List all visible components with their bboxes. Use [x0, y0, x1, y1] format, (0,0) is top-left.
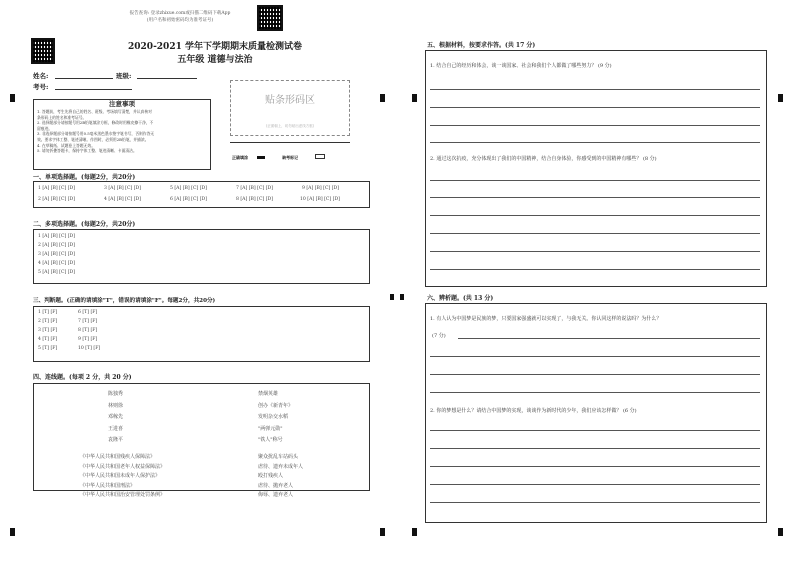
true-false-row — [38, 335, 100, 344]
match-item[interactable]: 邓稼先 — [108, 414, 124, 420]
match-item[interactable]: 陈独秀 — [108, 391, 124, 397]
notice-box — [33, 99, 211, 170]
exam-number-label: 考号: — [33, 83, 49, 91]
answer-line[interactable] — [430, 180, 760, 181]
report-query-hint: (用户名和初始密码均为准考证号) — [146, 18, 214, 23]
section2-answer-box — [33, 229, 370, 284]
true-false-row — [38, 308, 100, 317]
true-false-item[interactable]: 1 [T] [F] — [38, 310, 58, 315]
registration-mark — [380, 94, 385, 102]
section6-question2: 2. 你的梦想是什么？请结合中国梦的实现，谈谈作为新时代的少年，我们应该怎样做？ (6 分) — [430, 408, 637, 414]
true-false-item[interactable]: 2 [T] [F] — [38, 319, 58, 324]
missing-mark-box[interactable] — [315, 154, 325, 159]
choice-item[interactable]: 6 [A] [B] [C] [D] — [170, 197, 207, 202]
registration-mark — [778, 528, 783, 536]
answer-line[interactable] — [430, 392, 760, 393]
registration-mark — [10, 528, 15, 536]
report-query-note — [100, 10, 260, 24]
exam-title: 2020-2021 学年下学期期末质量检测试卷 — [128, 42, 302, 52]
section6-title: 六、辨析题。(共 13 分) — [427, 295, 494, 302]
answer-line[interactable] — [430, 89, 760, 90]
match-item[interactable]: 殴打残疾人 — [258, 473, 284, 479]
match-item[interactable]: "铁人"称号 — [258, 437, 283, 443]
choice-item[interactable]: 3 [A] [B] [C] [D] — [38, 252, 75, 257]
answer-line[interactable] — [430, 197, 760, 198]
registration-mark — [412, 94, 417, 102]
registration-mark — [778, 94, 783, 102]
exam-subtitle: 五年级 道德与法治 — [177, 55, 253, 65]
match-group1-right — [258, 389, 293, 447]
answer-line[interactable] — [430, 448, 760, 449]
match-item[interactable]: 《中华人民共和国治安管理处罚条例》 — [80, 492, 166, 498]
true-false-item[interactable]: 6 [T] [F] — [78, 310, 98, 315]
section2-list — [38, 232, 75, 277]
choice-item[interactable]: 5 [A] [B] [C] [D] — [38, 270, 75, 275]
answer-line[interactable] — [430, 466, 760, 467]
section6-question1: 1. 有人认为中国梦是民族的梦，只要国家强盛就可以实现了，与我无关。你认同这样的说法吗？为什么？ — [430, 316, 662, 322]
answer-line[interactable] — [430, 107, 760, 108]
choice-item[interactable]: 4 [A] [B] [C] [D] — [38, 261, 75, 266]
notice-line: 3. 非选择题部分请按题号用0.5毫米黑色墨水签字笔书写，否则作答无 — [37, 131, 155, 137]
match-item[interactable]: 《中华人民共和国残疾人保障法》 — [80, 454, 156, 460]
answer-line[interactable] — [430, 502, 760, 503]
section5-title: 五、根据材料，按要求作答。(共 17 分) — [427, 42, 536, 49]
section3-title: 三、判断题。(正确的请填涂"T"，错误的请填涂"F"。每题2分，共20分) — [33, 298, 216, 304]
match-group1-left — [108, 389, 123, 447]
registration-mark — [380, 528, 385, 536]
barcode-label: 贴条形码区 — [265, 95, 315, 106]
qr-code-icon — [31, 38, 55, 64]
correct-fill-label: 正确填涂 — [232, 155, 248, 160]
match-item[interactable]: 《中华人民共和国老年人权益保障法》 — [80, 463, 166, 470]
match-group2-left — [80, 453, 165, 501]
notice-line: 1. 答题前，考生先将自己的姓名、班级、考场填写清楚，并认真核对 — [37, 109, 152, 114]
match-group2-right — [258, 453, 303, 501]
section1-title: 一、单项选择题。(每题2分，共20分) — [33, 174, 136, 181]
true-false-item[interactable]: 10 [T] [F] — [78, 346, 101, 351]
match-item[interactable]: 侮辱、遗弃老人 — [258, 492, 294, 498]
report-query-line: 报告查询: 登录zhixue.com或扫描二维码下载App — [129, 11, 231, 16]
registration-mark — [390, 294, 394, 300]
match-item[interactable]: 《中华人民共和国刑法》 — [80, 482, 136, 489]
fill-sample-row — [230, 142, 350, 163]
true-false-item[interactable]: 7 [T] [F] — [78, 319, 98, 324]
match-item[interactable]: 虐待、抛弃老人 — [258, 482, 294, 489]
choice-item[interactable]: 9 [A] [B] [C] [D] — [302, 186, 339, 191]
section5-question1: 1. 结合自己的经历和体会，谈一谈国家、社会和我们个人都做了哪些努力？ (9 分) — [430, 63, 612, 69]
answer-line[interactable] — [430, 430, 760, 431]
barcode-area — [230, 80, 350, 136]
notice-line: 4. 在草稿纸、试题卷上答题无效。 — [37, 142, 95, 148]
notice-line: 5. 请勿折叠答题卡，保持字体工整、笔迹清晰、卡面清洁。 — [37, 148, 137, 154]
correct-fill-sample-icon — [257, 156, 265, 159]
class-field[interactable] — [137, 70, 197, 79]
name-label: 姓名: — [33, 72, 49, 80]
match-item[interactable]: 聚众扰乱车站码头 — [258, 454, 299, 460]
choice-item[interactable]: 4 [A] [B] [C] [D] — [104, 197, 141, 202]
true-false-item[interactable]: 3 [T] [F] — [38, 328, 58, 333]
true-false-row — [38, 317, 100, 326]
choice-item[interactable]: 1 [A] [B] [C] [D] — [38, 186, 75, 191]
answer-line[interactable] — [430, 215, 760, 216]
registration-mark — [400, 294, 404, 300]
answer-line[interactable] — [430, 233, 760, 234]
answer-line[interactable] — [430, 356, 760, 357]
registration-mark — [10, 94, 15, 102]
barcode-hint: (正面朝上，切勿贴出虚线方框) — [265, 124, 315, 128]
answer-line[interactable] — [430, 269, 760, 270]
true-false-row — [38, 326, 100, 335]
qr-code-icon — [257, 5, 283, 31]
missing-mark-label: 缺考标记 — [282, 155, 299, 160]
answer-line[interactable] — [430, 251, 760, 252]
match-item[interactable]: "两弹元勋" — [258, 425, 283, 432]
match-item[interactable]: 《中华人民共和国未成年人保护法》 — [80, 473, 161, 479]
match-item[interactable]: 林则徐 — [108, 402, 124, 409]
notice-line: 效。要求字体工整、笔迹清晰。作图时，必须用2B铅笔，并描浓。 — [37, 136, 149, 142]
answer-line[interactable] — [430, 125, 760, 126]
answer-line[interactable] — [430, 374, 760, 375]
match-item[interactable]: 创办《新青年》 — [258, 402, 294, 409]
true-false-item[interactable]: 8 [T] [F] — [78, 328, 98, 333]
true-false-item[interactable]: 5 [T] [F] — [38, 346, 58, 351]
choice-item[interactable]: 5 [A] [B] [C] [D] — [170, 186, 207, 191]
choice-item[interactable]: 2 [A] [B] [C] [D] — [38, 197, 75, 202]
section3-list — [38, 308, 100, 353]
match-item[interactable]: 发明杂交水稻 — [258, 414, 289, 420]
section4-title: 四、连线题。(每项 2 分，共 20 分) — [33, 374, 132, 381]
match-item[interactable]: 虐待、遗弃未成年人 — [258, 463, 304, 470]
choice-item[interactable]: 10 [A] [B] [C] [D] — [300, 197, 340, 202]
true-false-row — [38, 344, 100, 353]
section6-question1-score: (7 分) — [432, 333, 446, 339]
answer-line[interactable] — [430, 142, 760, 143]
notice-title: 注意事项 — [109, 100, 135, 108]
choice-item[interactable]: 3 [A] [B] [C] [D] — [104, 186, 141, 191]
registration-mark — [412, 528, 417, 536]
true-false-item[interactable]: 9 [T] [F] — [78, 337, 98, 342]
exam-number-field[interactable] — [55, 81, 132, 90]
true-false-item[interactable]: 4 [T] [F] — [38, 337, 58, 342]
match-item[interactable]: 禁烟英雄 — [258, 391, 279, 397]
match-item[interactable]: 袁隆平 — [108, 437, 124, 443]
notice-line: 条形码上的姓名和准考证号。 — [37, 114, 87, 120]
choice-item[interactable]: 8 [A] [B] [C] [D] — [236, 197, 273, 202]
choice-item[interactable]: 2 [A] [B] [C] [D] — [38, 243, 75, 248]
choice-item[interactable]: 7 [A] [B] [C] [D] — [236, 186, 273, 191]
notice-line: 2. 选择题部分请按题号用2B铅笔填涂方框，修改时用橡皮擦干净，不 — [37, 120, 154, 126]
section5-question2: 2. 通过这次抗疫，充分体现出了我们的中国精神，结合自身体验，你感受到的中国精神有哪些？ (8 分) — [430, 156, 657, 162]
answer-line[interactable] — [458, 338, 760, 339]
notice-line: 留痕迹。 — [37, 125, 53, 131]
choice-item[interactable]: 1 [A] [B] [C] [D] — [38, 234, 75, 239]
match-item[interactable]: 王进喜 — [108, 425, 124, 432]
class-label: 班级: — [116, 72, 132, 80]
section2-title: 二、多项选择题。(每题2分，共20分) — [33, 221, 136, 228]
name-field[interactable] — [55, 70, 113, 79]
answer-line[interactable] — [430, 484, 760, 485]
